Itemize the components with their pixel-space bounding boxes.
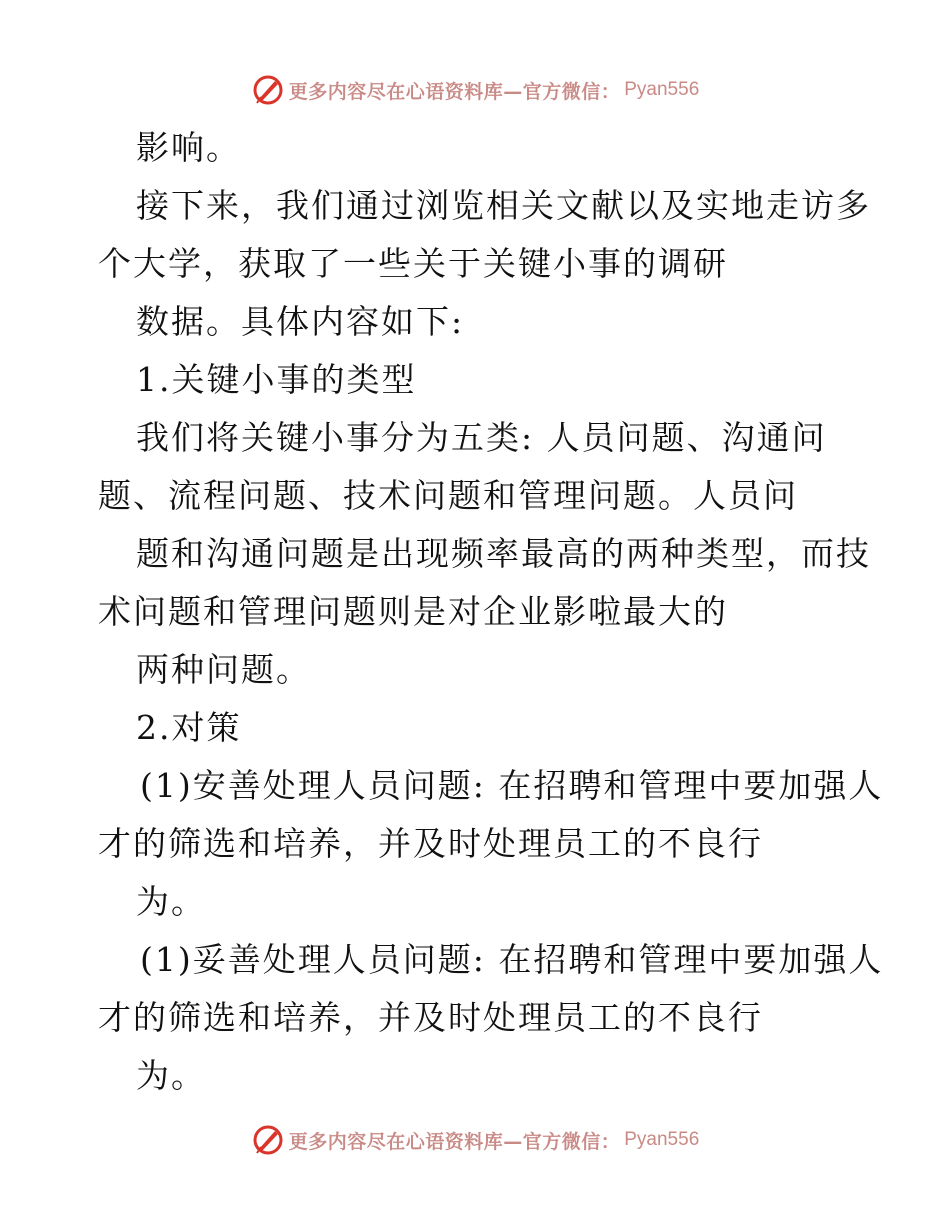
text-line-2: 接下来，我们通过浏览相关文献以及实地走访多 (136, 186, 871, 225)
footer-banner (0, 1120, 950, 1160)
banner-text: 更多内容尽在心语资料库—官方微信： (288, 1130, 621, 1153)
text-line-14: 为。 (136, 882, 206, 921)
quill-logo-icon (251, 73, 285, 107)
text-line-6: 我们将关键小事分为五类: 人员问题、沟通问 (136, 418, 827, 457)
text-line-16: 才的筛选和培养，并及时处理员工的不良行 (98, 998, 763, 1037)
text-line-1: 影响。 (136, 128, 241, 167)
text-line-12: (1)安善处理人员问题: 在招聘和管理中要加强人 (140, 766, 884, 805)
text-line-3: 个大学，获取了一些关于关键小事的调研 (98, 244, 728, 283)
text-line-9: 术问题和管理问题则是对企业影啦最大的 (98, 592, 728, 631)
banner-text: 更多内容尽在心语资料库—官方微信： (288, 80, 621, 103)
text-line-15: (1)妥善处理人员问题: 在招聘和管理中要加强人 (140, 940, 884, 979)
text-line-4: 数据。具体内容如下: (136, 302, 465, 341)
banner-wechat-id: Pyan556 (624, 1129, 700, 1150)
text-line-13: 才的筛选和培养，并及时处理员工的不良行 (98, 824, 763, 863)
text-line-7: 题、流程问题、技术问题和管理问题。人员问 (98, 476, 798, 515)
section-heading-measures: 2.对策 (136, 708, 242, 747)
text-line-10: 两种问题。 (136, 650, 311, 689)
text-line-17: 为。 (136, 1056, 206, 1095)
header-banner (0, 70, 950, 110)
section-heading-types: 1.关键小事的类型 (136, 360, 417, 399)
text-line-8: 题和沟通问题是出现频率最高的两种类型，而技 (136, 534, 871, 573)
banner-wechat-id: Pyan556 (624, 79, 700, 100)
quill-logo-icon (251, 1123, 285, 1157)
